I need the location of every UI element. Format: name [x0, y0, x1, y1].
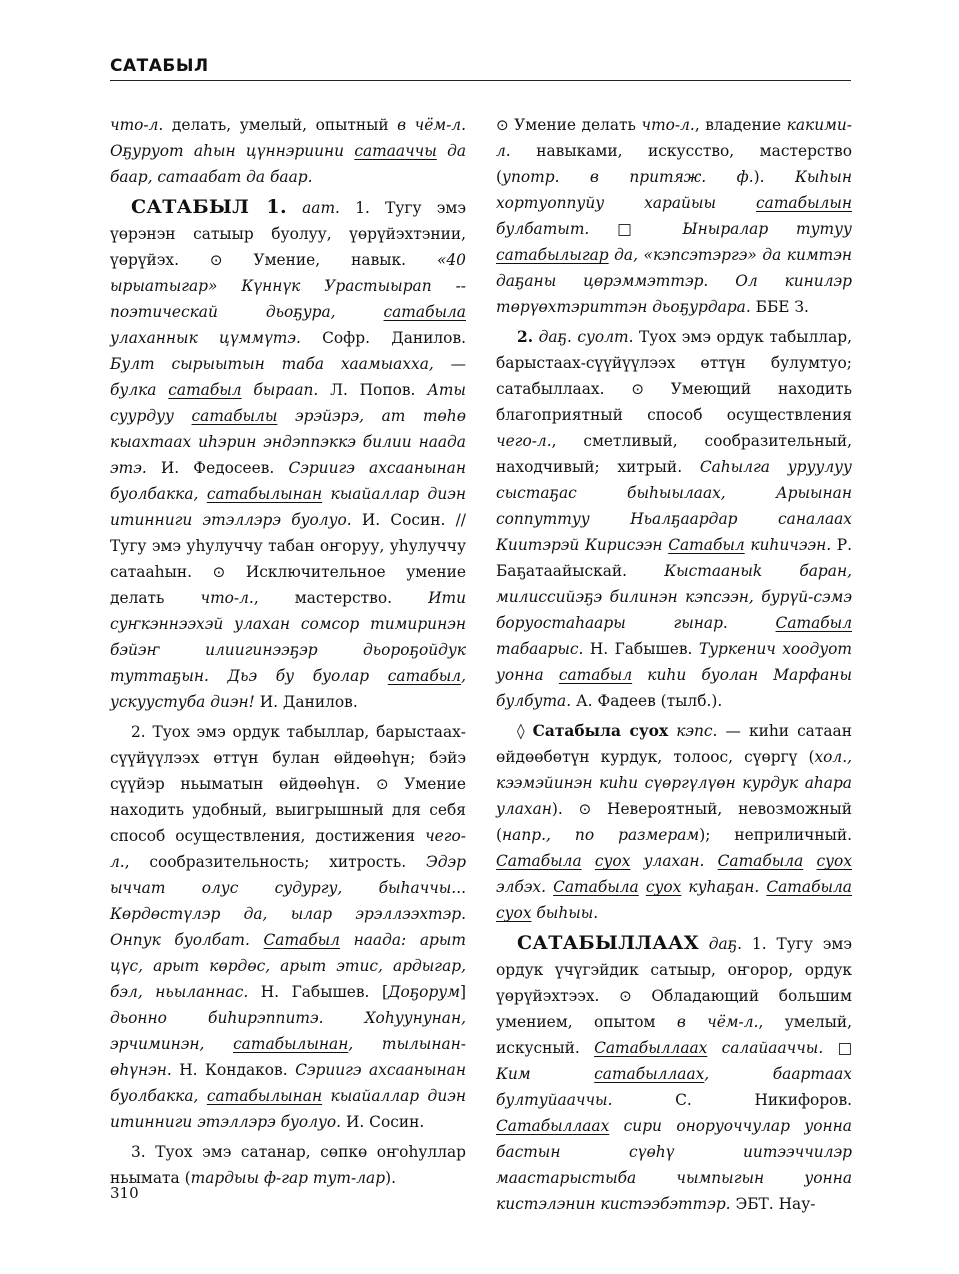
header-rule: [110, 80, 851, 81]
headword: САТАБЫЛЛААХ: [517, 932, 699, 954]
running-head-title: САТАБЫЛ: [110, 56, 209, 76]
left-column: [110, 112, 466, 1195]
bullet-icon: ⊙: [631, 380, 644, 398]
running-header: [110, 54, 851, 78]
bullet-icon: ⊙: [496, 116, 509, 134]
bullet-icon: ⊙: [212, 563, 226, 581]
headword: САТАБЫЛ 1.: [131, 196, 287, 218]
sense-3: 3. Туох эмэ сатанар, сөпкө оҥоһуллар ньымата (тардыы ф-гар тут-лар).: [110, 1143, 466, 1187]
entry-satabyl-1: САТАБЫЛ 1. аат. 1. Тугу эмэ үөрэнэн сатыыр буолуу, үөрүйэхтэнии, үөрүйэх. ⊙ Умение, навык. «40 ырыатыгар» Күннүк Урастыырап -- поэтическай дьоҕура, сатабыла улаханнык цүммүтэ. Софр. Данилов. Булт сырыытын таба хаамыахха, — булка сатабыл быраап. Л. Попов. Аты суурдуу сатабылы эрэйэрэ, ат төһө кыахтаах иһэрин эндэппэккэ билии наада этэ. И. Федосеев. Сэриигэ ахсаанынан буолбакка, сатабылынан кыайаллар диэн итинниги этэллэрэ буолуо. И. Сосин. // Тугу эмэ уһулуччу табан оҥоруу, уһулуччу сатааһын. ⊙ Исключительное умение делать что-л., мастерство. Ити суҥкэннээхэй улахан сомсор тимиринэн бэйэҥ илиигинээҕэр дьороҕойдук туттаҕын. Дьэ бу буолар сатабыл, ускуустуба диэн! И. Данилов.: [110, 196, 466, 711]
sense-2: 2. Туох эмэ ордук табыллар, барыстаах-сүүйүүлээх өттүн булан өйдөөһүн; бэйэ сүүйэр ньыматын өйдөөһүн. ⊙ Умение находить удобный, выигрышный для себя способ осуществления, достижения чего-л., сообразительность; хитрость. Эдэр ыччат олус судургу, быһаччы... Көрдөстүлэр да, ылар эрэллээхтэр. Онnук буолбат. Сатабыл наада: арыт цүс, арыт көрдөс, арыт этис, ардыгар, бэл, ньыланнас. Н. Габышев. [Доҕорум] дьонно биһирэппитэ. Хоһуунунан, эрчиминэн, сатабылынан, тылынан-өһүнэн. Н. Кондаков. Сэриигэ ахсаанынан буолбакка, сатабылынан кыайаллар диэн итинниги этэллэрэ буолуо. И. Сосин.: [110, 723, 467, 1131]
right-column: [496, 112, 852, 1221]
idiom-satabyla-suokh: ◊ Сатабыла суох кэпс. — киһи сатаан өйдөөбөтүн курдук, толоос, сүөргү (хол., кээмэйинэн киһи сүөргүлүөн курдук аһара улахан). ⊙ Невероятный, невозможный (напр., по размерам); неприличный. Сатабыла суох улахан. Сатабыла суох элбэх. Сатабыла суох куһаҕан. Сатабыла суох быһыы.: [496, 722, 853, 922]
sense-3-continuation: ⊙ Умение делать что-л., владение какими-л. навыками, искусство, мастерство (употр. в притяж. ф.). Кыһын хортуоппуйу харайыы сатабылын булбатыт. □ Ыныралар тутуу сатабылыгар да, «кэпсэтэргэ» да кимтэн даҕаны цөрэммэттэр. Ол кинилэр төрүөхтэриттэн дьоҕурдара. ББЕ З.: [496, 116, 852, 316]
square-icon: □: [589, 220, 683, 238]
square-icon: □: [823, 1039, 852, 1057]
bullet-icon: ⊙: [578, 800, 592, 818]
diamond-icon: ◊: [517, 722, 533, 740]
entry-satabyllaakh: САТАБЫЛЛААХ даҕ. 1. Тугу эмэ ордук үчүгэйдик сатыыр, оҥорор, ордук үөрүйэхтээх. ⊙ Обладающий большим умением, опытом в чём-л., умелый, искусный. Сатабыллаах салайааччы. □ Ким сатабыллаах, баартаах бултуйааччы. С. Никифоров. Сатабыллаах сири оноруоччулар уонна бастын сүөһү иитээччилэр маастарыстыба чымпыгын уонна кистэлэнин кистээбэттэр. ЭБТ. Нау-: [496, 932, 853, 1213]
bullet-icon: ⊙: [619, 987, 632, 1005]
entry-continuation: что-л. делать, умелый, опытный в чём-л. Оҕуруот аһын цүннэриини сатааччы да баар, сатаабат да баар.: [110, 116, 467, 186]
page-number: 310: [110, 1184, 139, 1202]
bullet-icon: ⊙: [375, 775, 389, 793]
entry-satabyl-2: 2. даҕ. суолт. Туох эмэ ордук табыллар, барыстаах-сүүйүүлээх өттүн булумтуо; сатабыллаах. ⊙ Умеющий находить благоприятный способ осуществления чего-л., сметливый, сообразительный, находчивый; хитрый. Саһылга уруулуу сыстаҕас быһыылаах, Арыынан соппуттуу Ньалҕаардар саналаах Киитэрэй Кирисээн Сатабыл киһичээн. Р. Баҕатаайыскай. Кыстааныk баран, милиссийэҕэ билинэн кэпсээн, бурүй-сэмэ боруостаһаары гынар. Сатабыл табаарыс. Н. Габышев. Туркенич хоодуот уонна сатабыл киһи буолан Марфаны булбута. А. Фадеев (тылб.).: [496, 328, 853, 710]
bullet-icon: ⊙: [209, 251, 223, 269]
